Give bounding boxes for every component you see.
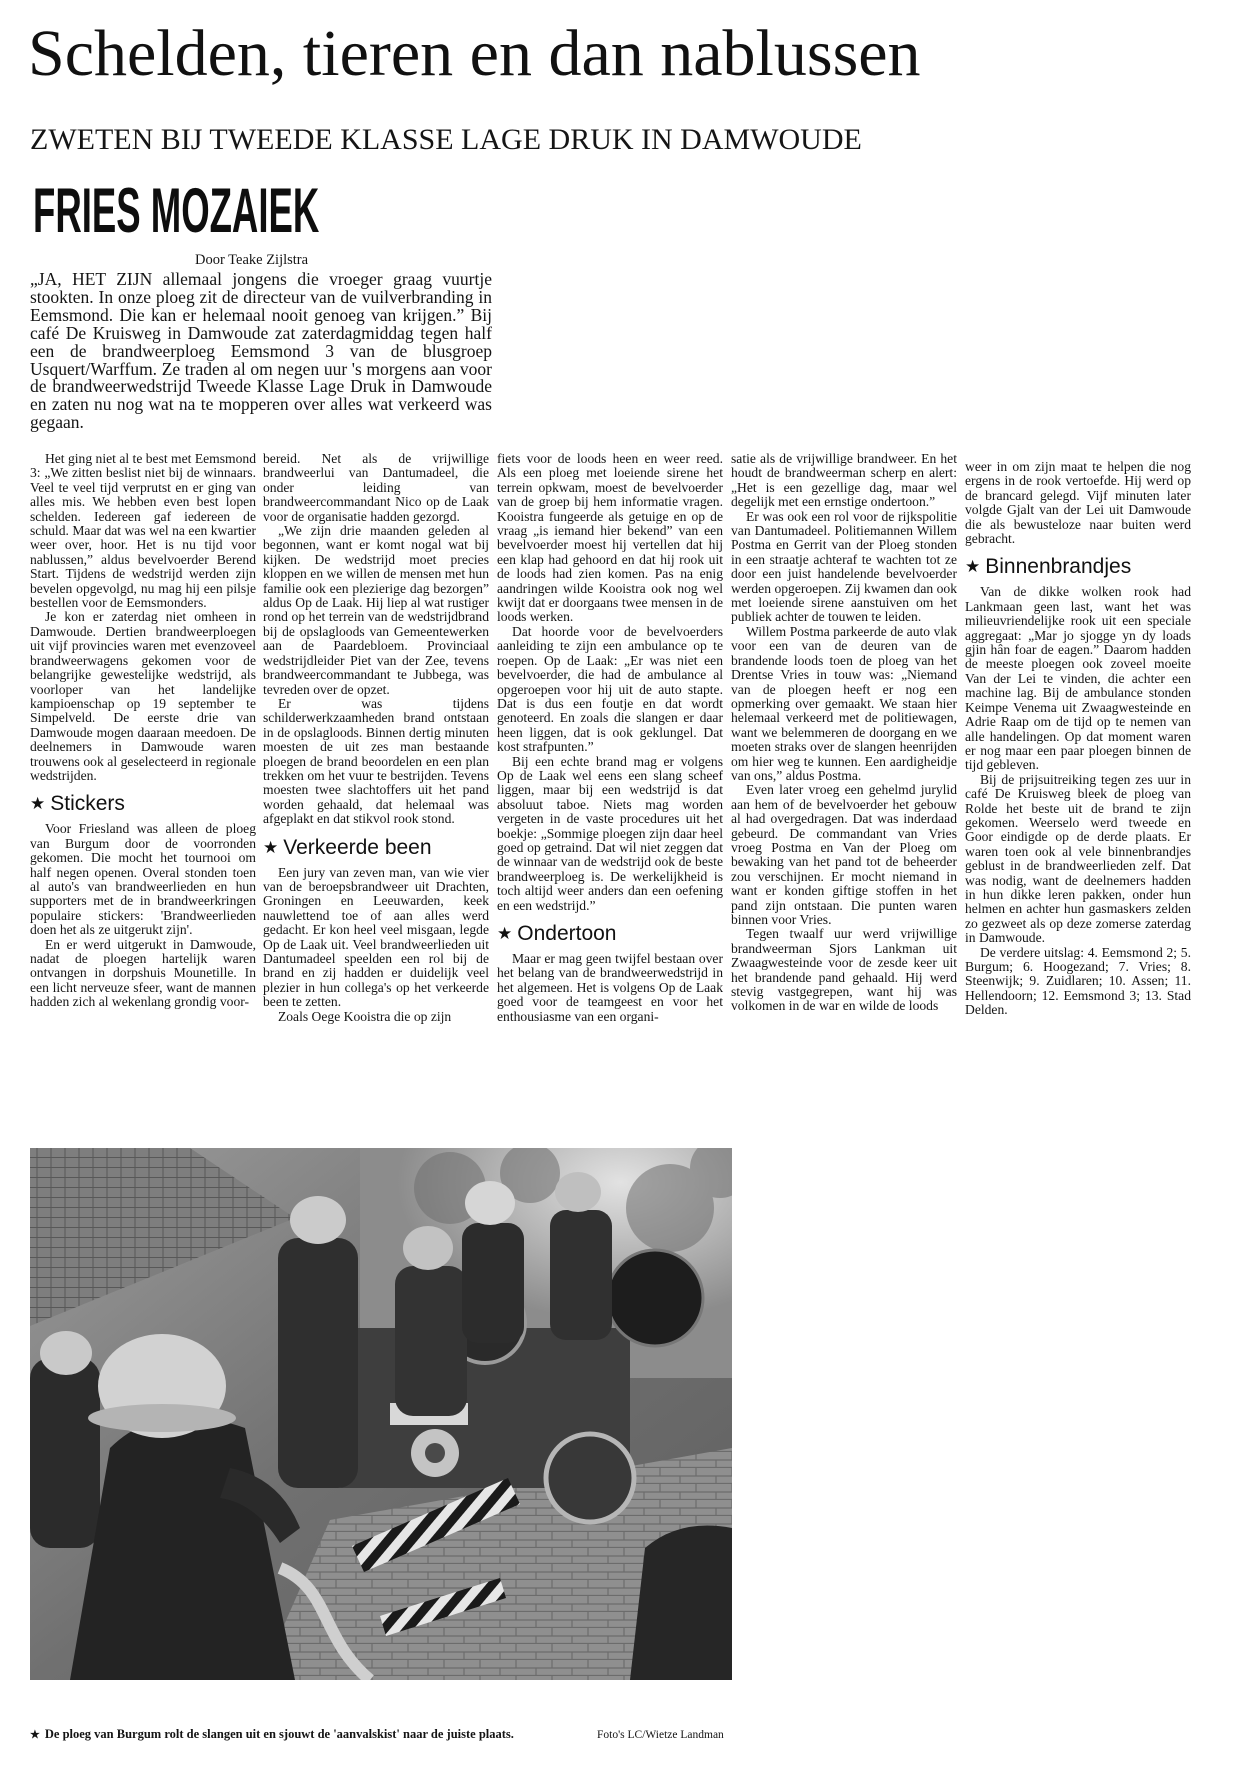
article-paragraph: „We zijn drie maanden geleden al begonnen, want er komt nogal wat bij kijken. De wedstrijd moet precies kloppen en we willen de mensen met hun familie ook een plezierige dag bezorgen” aldus Op de Laak. Hij liep al wat rustiger rond op het terrein van de wedstrijdbrand bij de opslagloods van Gemeentewerken aan de Paardebloem. Provinciaal wedstrijdleider Piet van der Zee, tevens brandweercommandant te Jubbega, was tevreden over de opzet. bbox=[263, 523, 489, 697]
article-paragraph: Een jury van zeven man, van wie vier van de beroepsbrandweer uit Drachten, Groningen en Leeuwarden, keek nauwlettend toe of aan alles werd gedacht. Er kon heel veel misgaan, legde Op de Laak uit. Veel brandweerlieden uit Dantumadeel speelden een rol bij de brand en zij hadden er duidelijk veel plezier in hun collega's op het verkeerde been te zetten. bbox=[263, 864, 489, 1010]
subheadline: ZWETEN BIJ TWEEDE KLASSE LAGE DRUK IN DAMWOUDE bbox=[30, 123, 862, 156]
article-paragraph: Je kon er zaterdag niet omheen in Damwoude. Dertien brandweerploegen uit vijf provincies waren met evenzoveel brandweerwagens gekomen voor de belangrijke gewestelijke wedstrijd, als voorloper van het landelijke kampioenschap op 19 september te Simpelveld. De eerste drie van Damwoude mogen daaraan meedoen. De deelnemers in Damwoude waren trouwens ook al geselecteerd in regionale wedstrijden. bbox=[30, 609, 256, 783]
section-heading-text: Binnenbrandjes bbox=[985, 555, 1132, 579]
article-paragraph: bereid. Net als de vrijwillige brandweerlui van Dantumadeel, die onder leiding van brandweercommandant Nico op de Laak voor de organisatie hadden gezorgd. bbox=[263, 451, 489, 524]
article-paragraph: De verdere uitslag: 4. Eemsmond 2; 5. Burgum; 6. Hoogezand; 7. Vries; 8. Steenwijk; 9. Zuidlaren; 10. Assen; 11. Hellendoorn; 12. Eemsmond 3; 13. Stad Delden. bbox=[965, 944, 1191, 1018]
article-paragraph: En er werd uitgerukt in Damwoude, nadat de ploegen hartelijk waren ontvangen in dorpshuis Mounetille. In een licht nerveuze sfeer, want de mannen hadden zich al wekenlang grondig voor- bbox=[30, 936, 256, 1010]
article-paragraph: Willem Postma parkeerde de auto vlak voor een van de deuren van de brandende loods toen de ploeg van het Drentse Vries in touw was: „Niemand van de ploegen heeft er nog een opmerking over gemaakt. We staan hier helemaal verkeerd met de politiewagen, want we belemmeren de doorgang en we moeten straks over de slangen heenrijden om hier weg te kunnen. Een aardigheidje van ons,” aldus Postma. bbox=[731, 623, 957, 783]
section-heading bbox=[965, 555, 1191, 580]
intro-paragraph: „JA, HET ZIJN allemaal jongens die vroeger graag vuurtje stookten. In onze ploeg zit de directeur van de vuilverbranding in Eemsmond. Die kan er helemaal nooit genoeg van krijgen.” Bij café De Kruisweg in Damwoude zat zaterdagmiddag tegen half een de brandweerploeg Eemsmond 3 van de blusgroep Usquert/Warffum. Ze traden al om negen uur 's morgens aan voor de brandweerwedstrijd Tweede Klasse Lage Druk in Damwoude en zaten nu nog wat na te mopperen over alles wat verkeerd was gegaan. bbox=[30, 269, 492, 433]
article-paragraph: Bij de prijsuitreiking tegen zes uur in café De Kruisweg bleek de ploeg van Rolde het beste uit de brand te zijn gekomen. Weerselo werd tweede en Goor eindigde op de derde plaats. Er waren toen ook al vele binnenbrandjes geblust in de brandweerlieden zelf. Dat was nodig, want de deelnemers hadden in hun dikke leren pakken, onder hun helmen en achter hun gasmaskers zelden zo gezweet als op deze zomerse zaterdag in Damwoude. bbox=[965, 771, 1191, 946]
section-heading bbox=[263, 836, 489, 861]
article-column-5 bbox=[965, 460, 1191, 1018]
article-paragraph: Even later vroeg een gehelmd jurylid aan hem of de bevelvoerder het gebouw al had overgedragen. Dat was inderdaad gebeurd. De commandant van Vries vroeg Postma en Van der Ploeg om bewaking van het pand tot de beheerder zou verschijnen. Er mocht niemand in want er konden giftige stoffen in het pand zijn ontstaan. Die punten waren binnen voor Vries. bbox=[731, 782, 957, 927]
article-paragraph: Zoals Oege Kooistra die op zijn bbox=[277, 1008, 452, 1024]
article-paragraph: Het ging niet al te best met Eemsmond 3: „We zitten beslist niet bij de winnaars. Veel te veel tijd verprutst en er ging van alles mis. We hebben even best lopen schelden. Iedereen gaf iedereen de schuld. Maar dat was wel na een kwartier weer over, hoor. Het is nu tijd voor nablussen,” aldus bevelvoerder Berend Start. Tijdens de wedstrijd werden zijn bevelen opgevolgd, nu mag hij een pilsje bestellen voor de Eemsmonders. bbox=[30, 451, 256, 611]
article-column-1 bbox=[30, 452, 256, 1010]
photo-credit: Foto's LC/Wietze Landman bbox=[597, 1729, 724, 1741]
firefighter-figure bbox=[462, 1181, 524, 1343]
article-column-2 bbox=[263, 452, 489, 1024]
article-paragraph: Dat hoorde voor de bevelvoerders aanleiding te zijn een ambulance op te roepen. Op de Laak: „Er was niet een bevelvoerder, die had de ambulance al opgeroepen voor hij uit de auto stapte. Dat is dus een foutje en dat wordt genoteerd. En zoals die slangen er daar heen liggen, dat is ook geklungel. Dat kost strafpunten.” bbox=[497, 623, 723, 755]
article-paragraph: Maar er mag geen twijfel bestaan over het belang van de brandweerwedstrijd in het algemeen. Het is volgens Op de Laak goed voor de teamgeest en voor het enthousiasme van een organi- bbox=[497, 951, 723, 1024]
article-paragraph: fiets voor de loods heen en weer reed. Als een ploeg met loeiende sirene het terrein opkwam, moest de bevelvoerder van de groep bij hem informatie vragen. Kooistra fungeerde als getuige en op de vraag „is iemand hier bekend” van een bevelvoerder moest hij vertellen dat hij een klap had gehoord en dat hij rook uit de loods had zien komen. Pas na enig aandringen wilde Kooistra ook nog wel kwijt dat er doorgaans twee mensen in de loods werken. bbox=[497, 451, 723, 625]
section-heading-text: Ondertoon bbox=[517, 922, 617, 945]
star-icon: ★ bbox=[263, 837, 279, 857]
photo-caption bbox=[30, 1727, 514, 1743]
article-paragraph: Tegen twaalf uur werd vrijwillige brandweerman Sjors Lankman uit Zwaagwesteinde voor de zesde keer uit het brandende pand gehaald. Hij werd stevig vastgegrepen, want hij was volkomen in de war en wilde de loods bbox=[731, 926, 957, 1014]
article-column-4 bbox=[731, 452, 957, 1014]
star-icon: ★ bbox=[965, 557, 981, 577]
star-icon: ★ bbox=[30, 1729, 40, 1741]
star-icon: ★ bbox=[30, 794, 46, 814]
article-paragraph: Er was tijdens schilderwerkzaamheden brand ontstaan in de opslagloods. Binnen dertig minuten moesten de uit zes man bestaande ploegen de brand beoordelen en een plan trekken om het vuur te bestrijden. Tevens moesten twee slachtoffers uit het pand worden gehaald, dat helemaal was afgeplakt en dat stikvol rook stond. bbox=[263, 695, 489, 827]
star-icon: ★ bbox=[497, 924, 513, 943]
photo-caption-text: De ploeg van Burgum rolt de slangen uit en sjouwt de 'aanvalskist' naar de juiste plaats. bbox=[44, 1727, 514, 1741]
firefighter-figure bbox=[630, 1526, 732, 1681]
photo-firefighters bbox=[30, 1148, 732, 1680]
section-heading bbox=[497, 922, 723, 947]
article-paragraph: Er was ook een rol voor de rijkspolitie van Dantumadeel. Politiemannen Willem Postma en Gerrit van der Ploeg stonden in een straatje achteraf te wachten tot ze door een juist handelende bevelvoerder werden opgeroepen. Zij kwamen dan ook met loeiende sirene aanstuiven om het publiek achter de touwen te leiden. bbox=[731, 508, 957, 625]
article-paragraph: weer in om zijn maat te helpen die nog ergens in de rook vertoefde. Hij werd op de brancard gelegd. Vijf minuten later volgde Gjalt van der Lei uit Damwoude die als bewusteloze naar buiten werd gebracht. bbox=[965, 459, 1191, 547]
firefighter-figure bbox=[278, 1196, 358, 1488]
byline: Door Teake Zijlstra bbox=[195, 252, 309, 268]
headline: Schelden, tieren en dan nablussen bbox=[28, 17, 921, 90]
article-paragraph: Voor Friesland was alleen de ploeg van Burgum door de voorronden gekomen. Die mocht het tournooi om half negen openen. Overal stonden toen al auto's van brandweerlieden en hun supporters met de in brandweerkringen populaire stickers: 'Brandweerlieden doen het als ze uitgerukt zijn'. bbox=[30, 821, 256, 938]
section-label: FRIES MOZAIEK bbox=[33, 176, 320, 246]
section-heading bbox=[30, 792, 256, 817]
article-paragraph: satie als de vrijwillige brandweer. En het houdt de brandweerman scherp en alert: „Het is een gezellige dag, maar wel degelijk met een ernstige ondertoon.” bbox=[731, 451, 957, 510]
article-column-3 bbox=[497, 452, 723, 1024]
firefighter-figure bbox=[30, 1331, 100, 1548]
article-paragraph: Bij een echte brand mag er volgens Op de Laak wel eens een slang scheef liggen, maar bij een wedstrijd is dat absoluut taboe. Niets mag worden vergeten in de vaste procedures uit het boekje: „Sommige ploegen zijn daar heel goed op getraind. Dat wil niet zeggen dat de winnaar van de wedstrijd ook de beste brandweerploeg is. De werkelijkheid is toch altijd weer anders dan een oefening en een wedstrijd.” bbox=[497, 753, 723, 913]
article-paragraph: Van de dikke wolken rook had Lankmaan geen last, want het was milieuvriendelijke rook uit een speciale aggregaat: „Mar jo sjogge yn dy loads gjin hân foar de eagen.” Daarom hadden de meeste ploegen ook zoveel moeite Van der Lei te vinden, die achter een machine lag. Bij de ambulance stonden Keimpe Venema uit Zwaagwesteinde en Adrie Raap om de tijd op te nemen van alle handelingen. Op dat moment waren er nog maar een paar ploegen binnen de tijd gebleven. bbox=[965, 584, 1191, 773]
section-heading-text: Stickers bbox=[50, 792, 125, 816]
section-heading-text: Verkeerde been bbox=[283, 835, 432, 859]
